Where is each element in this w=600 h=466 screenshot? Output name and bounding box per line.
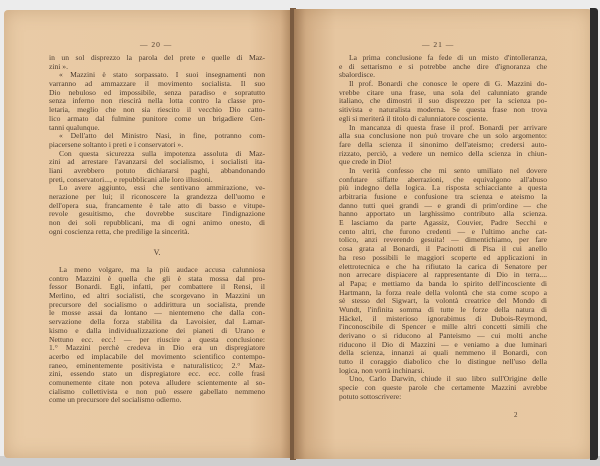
text-line: zini ad arrestare l'avanzarsi del socialismo, i socialisti ita- <box>49 158 265 167</box>
page-number: — 21 — <box>422 40 455 49</box>
text-line: danno tutti quei grandi — e grandi di prim'ordine — che <box>339 201 547 210</box>
text-line: elettrotecnica e che ha rifiutato la carica di Senatore per <box>339 262 547 271</box>
left-page <box>4 10 292 458</box>
signature-mark: 2 <box>514 411 518 419</box>
text-line: Con questa sicurezza sulla impotenza assoluta di Maz- <box>59 149 265 158</box>
right-page <box>294 9 592 459</box>
text-line: Dio nebuloso ed impossibile, senza paradiso e sopratutto <box>49 88 265 97</box>
text-line: kismo e dalla individualizzazione dei pianeti di Urano e <box>49 326 265 335</box>
text-line: rizzato, perciò, a vedere un nemico della scienza in chiun- <box>339 149 547 158</box>
text-line: Häckel, il misterioso ignorabimus di Dubois-Reymond, <box>339 314 547 323</box>
text-line: In verità confesso che mi sento umiliato nel dovere <box>349 166 547 175</box>
text-line: fessor Bonardi. Egli, infatti, per combattere il Rensi, il <box>49 283 265 292</box>
text-line: que crede in Dio! <box>339 158 392 167</box>
text-line: tanni qualunque. <box>49 123 100 132</box>
text-line: cento altri, che furono credenti — e l'ultimo anche cat- <box>339 227 547 236</box>
text-line: fare della scienza il sinonimo dell'ateismo; credersi auto- <box>339 140 547 149</box>
text-line: non arrecare dispiacere al rappresentante di Dio in terra.... <box>339 271 547 280</box>
text-line: le mosse assai da lontano — nientemeno che dalla con- <box>49 309 265 318</box>
text-line: servazione della forza stabilita da Lavoisier, dal Lamar- <box>49 318 265 327</box>
text-line: La prima conclusione fa fede di un misto d'intolleranza, <box>349 54 547 62</box>
text-line: al Papa; e mettiamo da banda lo spirito dell'incosciente di <box>339 279 547 288</box>
text-line: letaria, meglio che non sia riescito il vecchio Dio catto- <box>49 106 265 115</box>
text-line: riducono il Dio di Mazzini — e veniamo a due luminari <box>339 340 547 349</box>
text-line: nerazione per lui; il riconoscere la grandezza dell'uomo e <box>49 193 265 201</box>
text-line: Uno, Carlo Darwin, chiude il suo libro sull'Origine delle <box>349 375 547 384</box>
text-line: sbalordisce. <box>339 71 376 80</box>
text-line: « Dell'atto del Ministro Nasi, in fine, potranno com- <box>59 132 265 141</box>
text-line: In mancanza di questa frase il prof. Bonardi per arrivare <box>349 123 547 132</box>
text-line: preti, conservatori..., e repubblicani alle loro illusioni. <box>49 175 213 184</box>
text-line: italiano, che dimostri il suo disprezzo per la scienza po- <box>339 97 547 106</box>
text-line: logica, non vorrà inchinarsi. <box>339 366 425 375</box>
section-heading: V. <box>153 248 161 257</box>
text-line: l'inconoscibile di Spencer e mille altri concetti simili che <box>339 323 547 332</box>
text-line: ha reso possibili le maggiori scoperte ed applicazioni in <box>339 253 547 262</box>
left-text-bottom <box>49 266 265 405</box>
text-line: varranno ad ammazzare il movimento socialista. Il suo <box>49 80 265 89</box>
text-line: della scienza, innanzi ai quali nemmeno il Bonardi, con <box>339 349 547 358</box>
text-line: tutto il coraggio diabolico che lo distingue nell'uso della <box>339 358 547 367</box>
text-line: senza inferno non riescirà nella lotta contro la classe pro- <box>49 97 265 106</box>
text-line: contro Mazzini è quella che gli è stata mossa dal pro- <box>49 274 265 283</box>
text-line: Il prof. Bonardi che conosce le opere di G. Mazzini do- <box>349 80 547 89</box>
text-line: Merlino, ed altri socialisti, che scorgevano in Mazzini un <box>49 292 265 301</box>
right-text <box>339 54 547 402</box>
left-text-top <box>49 54 265 236</box>
text-line: E lasciamo da parte Agassiz, Couvier, Padre Secchi e <box>339 219 547 228</box>
text-line: raneo, eminentemente positivista e naturalistico; 2.° Maz- <box>49 361 265 370</box>
text-line: Nettuno ecc. ecc.! — per riuscire a questa conclusione: <box>49 335 265 344</box>
text-line: sè stesso del Sigwart, la volontà creatrice del Mondo di <box>339 297 547 306</box>
text-line: dell'opera sua, francamente è tale atto di basso e vitupe- <box>49 201 265 210</box>
text-line: vrebbe citare una frase, una sola del calunniato grande <box>339 88 547 97</box>
text-line: cosa grata al Bonardi, il Pacinotti di Pisa il cui anello <box>339 245 547 254</box>
page-number: — 20 — <box>140 40 173 49</box>
text-line: confutare siffatte aberrazioni, che equivalgono all'abuso <box>339 175 547 184</box>
text-line: zini, essendo stato un dispregiatore ecc. ecc. colle frasi <box>49 370 265 379</box>
text-line: precursore del socialismo o addirittura un socialista, prende <box>49 300 265 309</box>
text-line: revole gesuitismo, che dovrebbe suscitare l'indignazione <box>49 210 265 219</box>
text-line: in un sol disprezzo la parola del prete e quelle di Maz- <box>49 54 265 62</box>
text-line: arbitraria fusione e confusione tra scienza e ateismo la <box>339 193 547 201</box>
text-line: Wundt, l'infinita somma di tutte le forze della natura di <box>339 305 547 314</box>
text-line: 1.° Mazzini perchè credeva in Dio era un dispregiatore <box>49 344 265 353</box>
text-line: liani avrebbero potuto dichiararsi paghi, abbandonando <box>49 166 265 175</box>
text-line: zini ». <box>49 62 68 71</box>
text-line: egli si meriterà il titolo di calunniatore cosciente. <box>339 114 488 123</box>
text-line: più indegno della logica. La risposta schiacciante a questa <box>339 184 547 193</box>
text-line: Lo avere aggiunto, essi che sentivano ammirazione, ve- <box>59 184 265 193</box>
text-line: potuto sottoscrivere: <box>339 392 402 401</box>
text-line: derivano o si riducono al Panteismo — cui molti anche <box>339 332 547 340</box>
text-line: hanno apportato un larghissimo contributo alla scienza. <box>339 210 547 219</box>
text-line: cialismo collettivista e non può essere gabellato nemmeno <box>49 387 265 396</box>
text-line: La meno volgare, ma la più audace accusa calunniosa <box>59 266 265 274</box>
text-line: non dei soli repubblicani, ma di ogni animo onesto, di <box>49 219 265 228</box>
text-line: ogni coscienza retta, che predilige la sincerità. <box>49 227 190 236</box>
text-line: « Mazzini è stato sorpassato. I suoi insegnamenti non <box>59 71 265 80</box>
text-line: piacersene soltanto i preti e i conservatori ». <box>49 140 184 149</box>
text-line: specie con queste parole che certamente Mazzini avrebbe <box>339 384 547 393</box>
text-line: come un precursore del socialismo odierno. <box>49 396 182 405</box>
text-line: acerbo ed implacabile del movimento scientifico contempo- <box>49 352 265 361</box>
text-line: lico armato dal fulmine punitore come un brigadiere Cen- <box>49 114 265 123</box>
text-line: Hartmann, la forza reale della volontà che sta come scopo a <box>339 288 547 297</box>
text-line: alla sua conclusione non può trovare che un solo argomento: <box>339 132 547 141</box>
text-line: e di settarismo e si potrebbe anche dire d'ignoranza che <box>339 62 547 71</box>
text-line: sitivista e naturalista moderna. Se questa frase non trova <box>339 106 547 115</box>
book-edge <box>590 8 598 460</box>
text-line: comunemente citate non poteva alludere scientemente al so- <box>49 378 265 387</box>
text-line: tolico, anzi reverendo gesuita! — dimentichiamo, per fare <box>339 236 547 245</box>
